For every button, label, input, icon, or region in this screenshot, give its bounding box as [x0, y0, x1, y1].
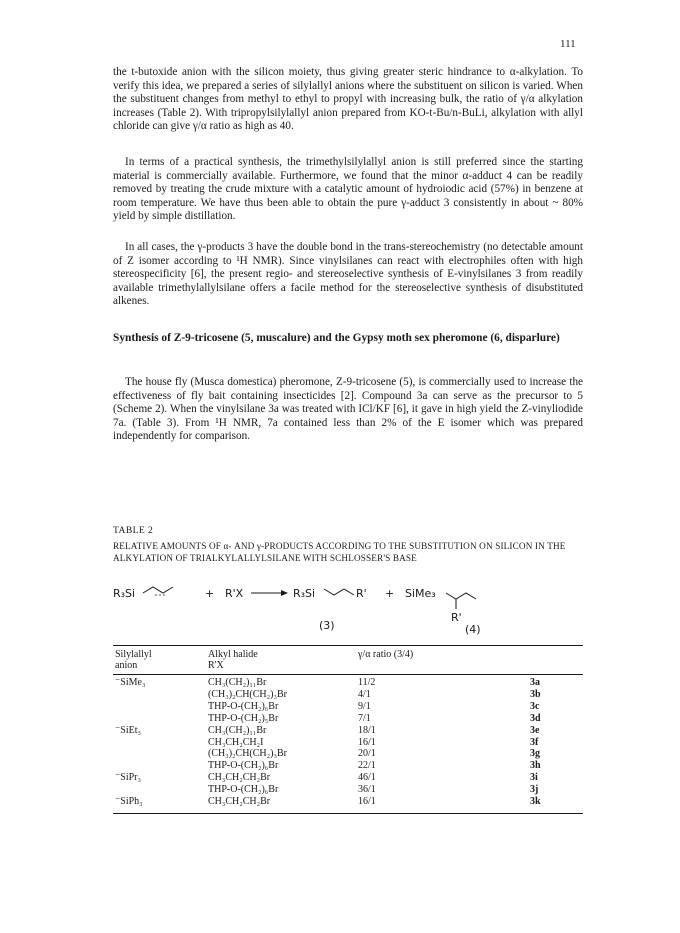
cell-code: 3k	[530, 796, 541, 807]
page-number: 111	[560, 38, 576, 50]
scheme-reactant: R₃Si	[113, 587, 136, 600]
paragraph-1-text: the t-butoxide anion with the silicon moiety, thus giving greater steric hindrance to α-alkylation. To verify this idea, we prepared a series of silylallyl anions where the substituent on silicon is varied. When the substituent changes from methyl to ethyl to propyl with increasing bulk, the ratio of γ/α alkylation increases (Table 2). With tripropylsilylallyl anion prepared from KO-t-Bu/n-BuLi, alkylation with allyl chloride can give γ/α ratio as high as 40.	[113, 66, 583, 133]
paragraph-3	[113, 241, 583, 309]
scheme-reagent: R'X	[225, 587, 244, 600]
paragraph-4-text: The house fly (Musca domestica) pheromone, Z-9-tricosene (5), is commercially used to increase the effectiveness of fly bait containing insecticides [2]. Compound 3a can serve as the precursor to 5 (Scheme 2). When the vinylsilane 3a was treated with ICl/KF [6], it gave in high yield the Z-vinyliodide 7a. (Table 3). From ¹H NMR, 7a contained less than 2% of the E isomer which was prepared independently for comparison.	[113, 376, 583, 443]
cell-code: 3f	[530, 736, 539, 748]
cell-code: 3e	[530, 724, 540, 736]
cell-halide: CH₃CH₂CH₂I	[208, 736, 264, 748]
cell-halide: CH₃CH₂CH₂Br	[208, 796, 271, 807]
table-top-rule	[113, 645, 583, 646]
table-caption: RELATIVE AMOUNTS OF α- AND γ-PRODUCTS ACCORDING TO THE SUBSTITUTION ON SILICON IN THE ALKYLATION OF TRIALKYLALLYLSILANE WITH SCHLOSSER'S BASE	[113, 541, 566, 563]
cell-halide: CH₃(CH₂)₁₁Br	[208, 677, 267, 688]
cell-halide: CH₃(CH₂)₁₁Br	[208, 724, 267, 736]
cell-anion: ⁻SiPr₃	[115, 772, 141, 784]
scheme-plus-2: +	[385, 587, 395, 600]
cell-halide: THP-O-(CH₂)₆Br	[208, 784, 279, 796]
gamma-product-chain	[324, 589, 354, 595]
cell-code: 3a	[530, 677, 540, 688]
header-alkyl-halide: Alkyl halide R'X	[208, 649, 258, 671]
cell-anion: ⁻SiEt₃	[115, 724, 141, 736]
cell-halide: THP-O-(CH₂)₅Br	[208, 712, 279, 724]
cell-ratio: 11/2	[358, 677, 376, 688]
scheme-gamma-product: R₃Si	[293, 587, 316, 600]
alpha-product-chain	[446, 593, 476, 599]
cell-ratio: 18/1	[358, 724, 376, 736]
scheme-plus-1: +	[205, 587, 215, 600]
table-label: TABLE 2	[113, 525, 154, 536]
scheme-gamma-label: (3)	[319, 619, 335, 632]
cell-ratio: 4/1	[358, 688, 371, 700]
cell-anion: ⁻SiPh₃	[115, 796, 143, 807]
scheme-alpha-product: SiMe₃	[405, 587, 436, 600]
reaction-scheme	[113, 577, 583, 637]
cell-ratio: 16/1	[358, 736, 376, 748]
cell-ratio: 9/1	[358, 700, 371, 712]
cell-halide: (CH₃)₂CH(CH₂)₃Br	[208, 748, 287, 760]
cell-code: 3i	[530, 772, 538, 784]
cell-code: 3b	[530, 688, 541, 700]
cell-anion: ⁻SiMe₃	[115, 677, 146, 688]
cell-halide: CH₃CH₂CH₂Br	[208, 772, 271, 784]
paragraph-2-text: In terms of a practical synthesis, the trimethylsilylallyl anion is still preferred since the starting material is commercially available. Furthermore, we found that the minor α-adduct 4 can be readily removed by treating the crude mixture with a catalytic amount of hydroiodic acid (57%) in benzene at room temperature. We have thus been able to obtain the pure γ-adduct 3 consistently in about ~ 80% yield by simple distillation.	[113, 156, 583, 223]
header-ratio: γ/α ratio (3/4)	[358, 649, 414, 660]
scheme-alpha-substituent: R'	[451, 611, 462, 624]
cell-ratio: 36/1	[358, 784, 376, 796]
paragraph-1	[113, 66, 583, 134]
cell-halide: THP-O-(CH₂)₆Br	[208, 760, 279, 772]
section-heading: Synthesis of Z-9-tricosene (5, muscalure) and the Gypsy moth sex pheromone (6, disparlure)	[113, 332, 560, 344]
cell-code: 3h	[530, 760, 541, 772]
paragraph-4	[113, 376, 583, 444]
table-bottom-rule	[113, 813, 583, 814]
cell-code: 3g	[530, 748, 540, 760]
header-silylallyl-anion: Silylallyl anion	[115, 649, 152, 671]
paragraph-2	[113, 156, 583, 224]
cell-code: 3d	[530, 712, 541, 724]
reactant-allyl-chain	[143, 587, 173, 593]
cell-halide: THP-O-(CH₂)₆Br	[208, 700, 279, 712]
cell-halide: (CH₃)₂CH(CH₂)₃Br	[208, 688, 287, 700]
reaction-arrowhead	[281, 590, 288, 596]
cell-ratio: 7/1	[358, 712, 371, 724]
cell-code: 3j	[530, 784, 539, 796]
table-header-rule	[113, 674, 583, 675]
scheme-gamma-substituent: R'	[356, 587, 367, 600]
cell-ratio: 16/1	[358, 796, 376, 807]
cell-ratio: 46/1	[358, 772, 376, 784]
paragraph-3-text: In all cases, the γ-products 3 have the double bond in the trans-stereochemistry (no detectable amount of Z isomer according to ¹H NMR). Since vinylsilanes can react with electrophiles often with high stereospecificity [6], the present regio- and stereoselective synthesis of E-vinylsilanes 3 from readily available trimethylallylsilane offers a facile method for the stereoselective synthesis of disubstituted alkenes.	[113, 241, 583, 308]
cell-ratio: 20/1	[358, 748, 376, 760]
scheme-alpha-label: (4)	[465, 623, 481, 636]
cell-code: 3c	[530, 700, 540, 712]
cell-ratio: 22/1	[358, 760, 376, 772]
